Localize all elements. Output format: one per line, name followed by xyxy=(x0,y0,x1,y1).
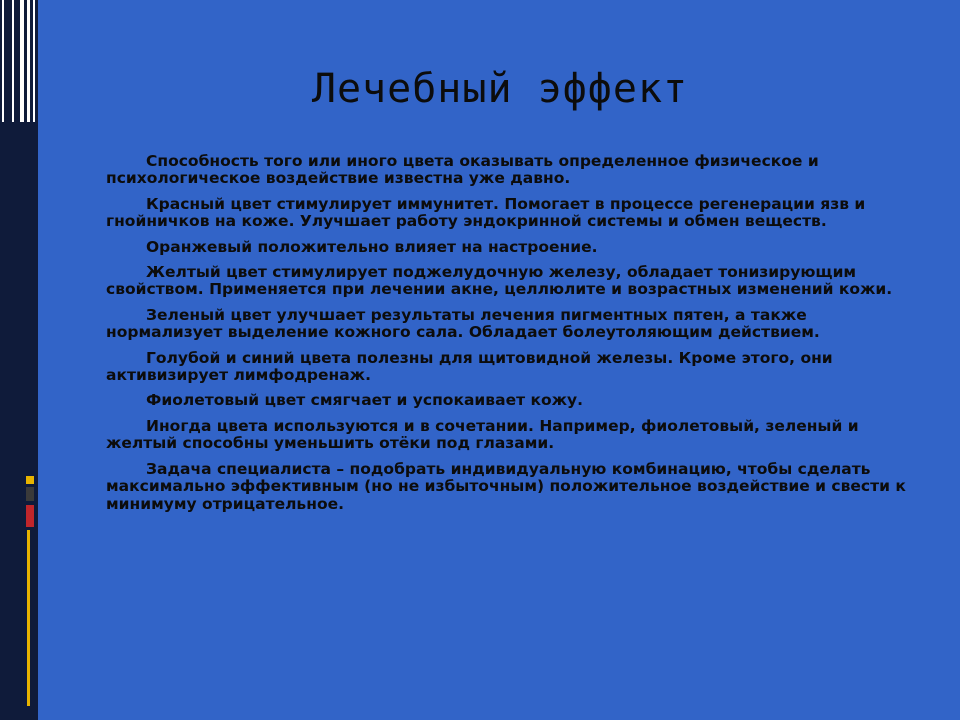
decorative-stripe xyxy=(27,0,30,122)
paragraph: Задача специалиста – подобрать индивидуальную комбинацию, чтобы сделать максимально эффективным (но не избыточным) положительное воздействие и свести к минимуму отрицательное. xyxy=(106,459,906,513)
paragraph: Иногда цвета используются и в сочетании. Например, фиолетовый, зеленый и желтый способны уменьшить отёки под глазами. xyxy=(106,416,859,453)
decorative-stripe xyxy=(33,0,35,122)
decorative-stripe xyxy=(12,0,14,122)
paragraph: Желтый цвет стимулирует поджелудочную железу, обладает тонизирующим свойством. Применяется при лечении акне, целлюлите и возрастных изменений кожи. xyxy=(106,263,893,299)
paragraph: Зеленый цвет улучшает результаты лечения пигментных пятен, а также нормализует выделение кожного сала. Обладает болеутоляющим действием. xyxy=(106,305,820,342)
paragraph: Голубой и синий цвета полезны для щитовидной железы. Кроме этого, они активизирует лимфодренаж. xyxy=(106,348,833,385)
paragraph: Оранжевый положительно влияет на настроение. xyxy=(146,237,598,256)
decorative-stripe xyxy=(2,0,4,122)
paragraph: Фиолетовый цвет смягчает и успокаивает кожу. xyxy=(146,391,584,410)
accent-block-yellow xyxy=(26,476,34,484)
paragraph: Способность того или иного цвета оказывать определенное физическое и психологическое воздействие известна уже давно. xyxy=(106,152,819,188)
accent-line-yellow xyxy=(27,530,30,706)
accent-block-dark xyxy=(26,487,34,501)
accent-block-red xyxy=(26,505,34,527)
slide-body xyxy=(106,153,916,521)
paragraph: Красный цвет стимулирует иммунитет. Помогает в процессе регенерации язв и гнойничков на коже. Улучшает работу эндокринной системы и обмен веществ. xyxy=(106,194,866,231)
slide-title: Лечебный эффект xyxy=(311,66,689,112)
decorative-stripe xyxy=(20,0,24,122)
